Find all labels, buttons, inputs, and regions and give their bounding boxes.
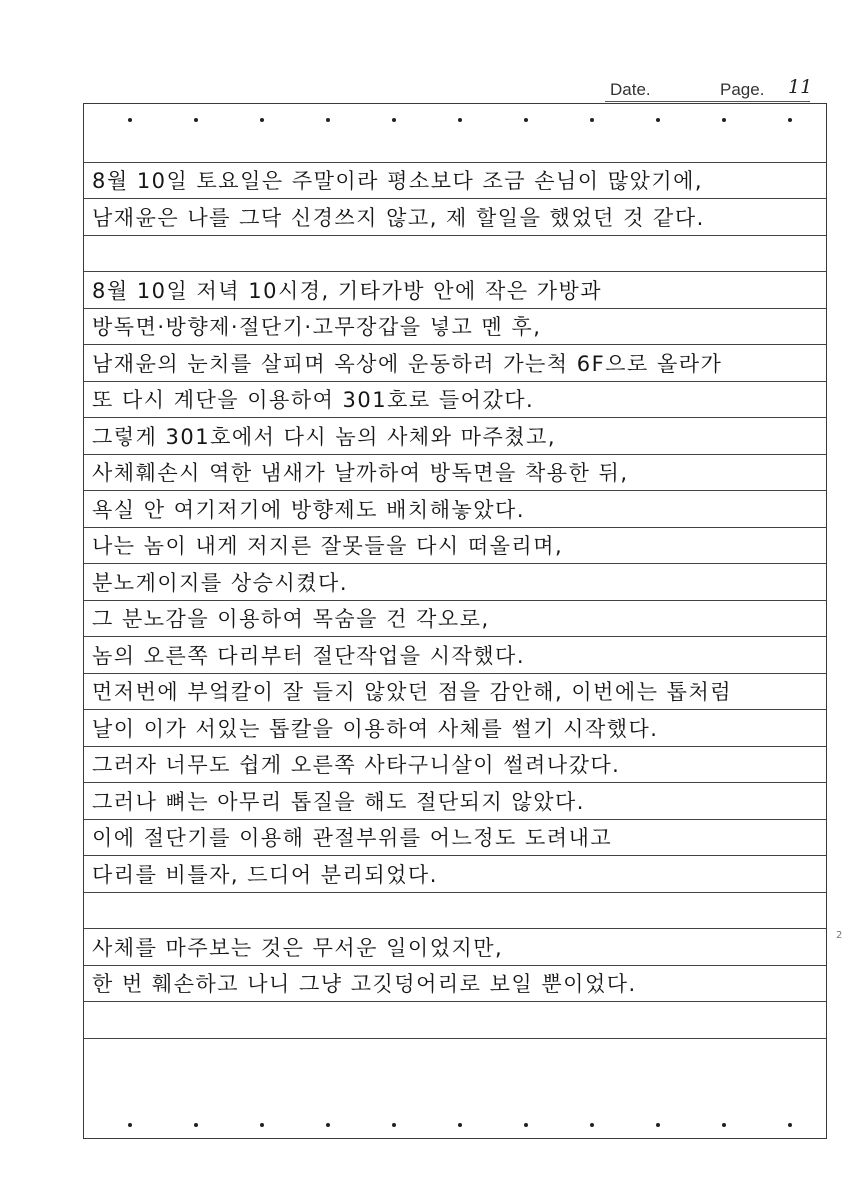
- handwritten-text: 이에 절단기를 이용해 관절부위를 어느정도 도려내고: [92, 826, 613, 850]
- ruled-line: [84, 345, 826, 382]
- handwritten-text: 사체훼손시 역한 냄새가 날까하여 방독면을 착용한 뒤,: [92, 461, 629, 485]
- ruler-dot: [524, 118, 528, 122]
- ruler-dot: [458, 1123, 462, 1127]
- ruler-dot: [260, 118, 264, 122]
- ruled-line: [84, 126, 826, 163]
- ruler-dot: [260, 1123, 264, 1127]
- ruler-dot: [656, 118, 660, 122]
- handwritten-text: 방독면·방향제·절단기·고무장갑을 넣고 멘 후,: [92, 315, 542, 339]
- date-label: Date.: [610, 80, 651, 99]
- ruler-dot: [392, 1123, 396, 1127]
- ruled-line: [84, 236, 826, 273]
- ruled-line: [84, 564, 826, 601]
- handwritten-text: 사체를 마주보는 것은 무서운 일이었지만,: [92, 935, 504, 960]
- handwritten-text: 그러나 뼈는 아무리 톱질을 해도 절단되지 않았다.: [92, 789, 585, 814]
- handwritten-text: 남재윤은 나를 그닥 신경쓰지 않고, 제 할일을 했었던 것 같다.: [92, 205, 705, 230]
- ruled-line: [84, 601, 826, 638]
- ruler-dot: [128, 118, 132, 122]
- ruler-dot: [326, 1123, 330, 1127]
- handwritten-text: 놈의 오른쪽 다리부터 절단작업을 시작했다.: [92, 643, 526, 668]
- page-label: Page.: [720, 80, 765, 99]
- ruled-line: [84, 455, 826, 492]
- header-rule: [605, 101, 810, 102]
- handwritten-text: 그 분노감을 이용하여 목숨을 건 각오로,: [92, 607, 490, 631]
- ruler-dot: [788, 118, 792, 122]
- handwritten-text: 또 다시 계단을 이용하여 301호로 들어갔다.: [92, 388, 535, 412]
- ruled-line: [84, 1002, 826, 1039]
- ruler-dot: [458, 118, 462, 122]
- ruler-dot: [722, 118, 726, 122]
- handwritten-text: 다리를 비틀자, 드디어 분리되었다.: [92, 862, 438, 887]
- ruler-dot: [128, 1123, 132, 1127]
- ruled-line: [84, 491, 826, 528]
- ruled-line: [84, 309, 826, 346]
- ruled-line: [84, 382, 826, 419]
- page-header: [605, 76, 813, 102]
- ruled-line: [84, 418, 826, 455]
- ruler-dot: [590, 118, 594, 122]
- margin-mark: 2: [836, 930, 843, 941]
- ruler-dot: [194, 1123, 198, 1127]
- ruled-line: [84, 820, 826, 857]
- ruler-dot: [656, 1123, 660, 1127]
- ruler-dot: [590, 1123, 594, 1127]
- handwritten-text: 나는 놈이 내게 저지른 잘못들을 다시 떠올리며,: [92, 534, 564, 558]
- handwritten-text: 먼저번에 부엌칼이 잘 들지 않았던 점을 감안해, 이번에는 톱처럼: [92, 680, 733, 704]
- ruled-line: [84, 856, 826, 893]
- ruled-line: [84, 710, 826, 747]
- ruler-dot: [392, 118, 396, 122]
- handwritten-text: 그러자 너무도 쉽게 오른쪽 사타구니살이 썰려나갔다.: [92, 753, 621, 777]
- bottom-dot-row: [90, 1123, 820, 1129]
- ruler-dot: [326, 118, 330, 122]
- ruled-line: [84, 966, 826, 1003]
- handwritten-text: 날이 이가 서있는 톱칼을 이용하여 사체를 썰기 시작했다.: [92, 716, 659, 741]
- ruled-line: [84, 637, 826, 674]
- ruled-line: [84, 272, 826, 309]
- ruled-line: [84, 893, 826, 930]
- ruler-dot: [194, 118, 198, 122]
- ruled-line: [84, 528, 826, 565]
- handwritten-text: 한 번 훼손하고 나니 그냥 고깃덩어리로 보일 뿐이었다.: [92, 972, 637, 996]
- ruled-line: [84, 674, 826, 711]
- handwritten-text: 8월 10일 토요일은 주말이라 평소보다 조금 손님이 많았기에,: [92, 169, 704, 193]
- page-number: 11: [788, 76, 813, 98]
- ruler-dot: [524, 1123, 528, 1127]
- handwritten-text: 분노게이지를 상승시켰다.: [92, 570, 348, 595]
- handwritten-text: 욕실 안 여기저기에 방향제도 배치해놓았다.: [92, 497, 526, 522]
- ruled-line: [84, 163, 826, 200]
- ruled-line: [84, 783, 826, 820]
- ruled-line: [84, 199, 826, 236]
- top-dot-row: [90, 118, 820, 124]
- ruled-line: [84, 929, 826, 966]
- ruler-dot: [788, 1123, 792, 1127]
- ruled-line: [84, 747, 826, 784]
- handwritten-text: 8월 10일 저녁 10시경, 기타가방 안에 작은 가방과: [92, 278, 603, 303]
- handwritten-text: 남재윤의 눈치를 살피며 옥상에 운동하러 가는척 6F으로 올라가: [92, 351, 723, 376]
- handwritten-text: 그렇게 301호에서 다시 놈의 사체와 마주쳤고,: [92, 424, 556, 449]
- ruler-dot: [722, 1123, 726, 1127]
